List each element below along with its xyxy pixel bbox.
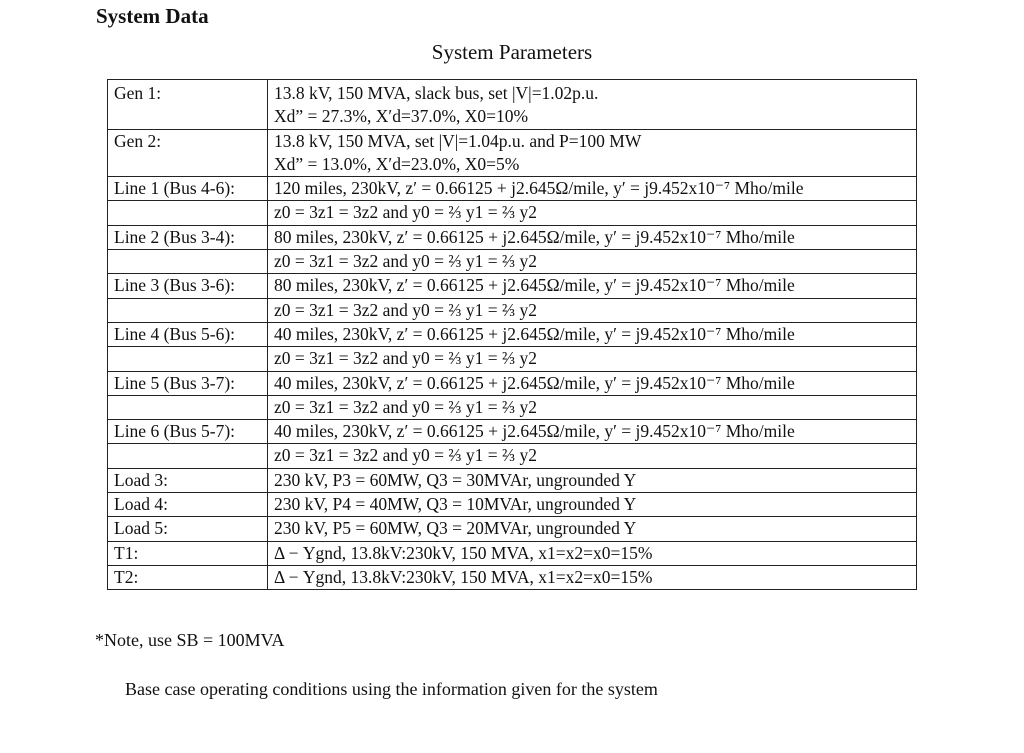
table-row bbox=[108, 468, 917, 492]
row-label bbox=[108, 347, 268, 371]
row-label bbox=[108, 444, 268, 468]
table-row bbox=[108, 250, 917, 274]
section-title: System Data bbox=[96, 4, 209, 28]
table-row bbox=[108, 225, 917, 249]
row-label bbox=[108, 201, 268, 225]
table-row bbox=[108, 347, 917, 371]
table-row bbox=[108, 541, 917, 565]
row-label: T2: bbox=[108, 565, 268, 589]
row-value-line: 40 miles, 230kV, z′ = 0.66125 + j2.645Ω/mile, y′ = j9.452x10⁻⁷ Mho/mile bbox=[274, 421, 795, 442]
row-value-line: 230 kV, P3 = 60MW, Q3 = 30MVAr, ungrounded Y bbox=[274, 469, 637, 490]
note-text: *Note, use SB = 100MVA bbox=[95, 630, 285, 650]
row-value-line: 230 kV, P5 = 60MW, Q3 = 20MVAr, ungrounded Y bbox=[274, 518, 637, 539]
row-value bbox=[268, 541, 917, 565]
table-row bbox=[108, 517, 917, 541]
row-value bbox=[268, 444, 917, 468]
row-value-line: 120 miles, 230kV, z′ = 0.66125 + j2.645Ω/mile, y′ = j9.452x10⁻⁷ Mho/mile bbox=[274, 178, 804, 199]
row-label: Line 5 (Bus 3-7): bbox=[108, 371, 268, 395]
row-label bbox=[108, 395, 268, 419]
table-body bbox=[108, 80, 917, 590]
table-row bbox=[108, 371, 917, 395]
row-value bbox=[268, 250, 917, 274]
row-label: Load 4: bbox=[108, 493, 268, 517]
row-value bbox=[268, 420, 917, 444]
table-row bbox=[108, 322, 917, 346]
row-value bbox=[268, 298, 917, 322]
row-label: Load 5: bbox=[108, 517, 268, 541]
row-value-line: 40 miles, 230kV, z′ = 0.66125 + j2.645Ω/mile, y′ = j9.452x10⁻⁷ Mho/mile bbox=[274, 323, 795, 344]
row-label: T1: bbox=[108, 541, 268, 565]
table-row bbox=[108, 129, 917, 177]
row-label: Line 6 (Bus 5-7): bbox=[108, 420, 268, 444]
table-row bbox=[108, 274, 917, 298]
row-value bbox=[268, 274, 917, 298]
row-value bbox=[268, 565, 917, 589]
row-value-line: z0 = 3z1 = 3z2 and y0 = ⅔ y1 = ⅔ y2 bbox=[274, 445, 538, 466]
row-value bbox=[268, 468, 917, 492]
row-value-line: Δ − Ygnd, 13.8kV:230kV, 150 MVA, x1=x2=x0=15% bbox=[274, 542, 653, 563]
footer-text: Base case operating conditions using the information given for the system bbox=[125, 679, 658, 699]
row-label: Gen 1: bbox=[108, 80, 268, 130]
row-label: Line 3 (Bus 3-6): bbox=[108, 274, 268, 298]
row-value-line: Δ − Ygnd, 13.8kV:230kV, 150 MVA, x1=x2=x0=15% bbox=[274, 566, 653, 587]
row-value-line: 13.8 kV, 150 MVA, set |V|=1.04p.u. and P=100 MW bbox=[274, 130, 642, 151]
row-value bbox=[268, 517, 917, 541]
row-label: Line 2 (Bus 3-4): bbox=[108, 225, 268, 249]
row-value bbox=[268, 201, 917, 225]
row-value-line: Xd” = 13.0%, X′d=23.0%, X0=5% bbox=[274, 153, 520, 174]
row-value bbox=[268, 225, 917, 249]
row-value-line: z0 = 3z1 = 3z2 and y0 = ⅔ y1 = ⅔ y2 bbox=[274, 202, 538, 223]
table-row bbox=[108, 201, 917, 225]
table-caption: System Parameters bbox=[431, 40, 593, 64]
row-value bbox=[268, 493, 917, 517]
row-label: Line 4 (Bus 5-6): bbox=[108, 322, 268, 346]
row-value bbox=[268, 129, 917, 177]
row-value bbox=[268, 80, 917, 130]
row-value-line: z0 = 3z1 = 3z2 and y0 = ⅔ y1 = ⅔ y2 bbox=[274, 299, 538, 320]
row-label bbox=[108, 298, 268, 322]
table-row bbox=[108, 565, 917, 589]
row-value-line: z0 = 3z1 = 3z2 and y0 = ⅔ y1 = ⅔ y2 bbox=[274, 396, 538, 417]
row-label bbox=[108, 250, 268, 274]
row-value bbox=[268, 177, 917, 201]
row-value-line: 40 miles, 230kV, z′ = 0.66125 + j2.645Ω/mile, y′ = j9.452x10⁻⁷ Mho/mile bbox=[274, 372, 795, 393]
table-row bbox=[108, 444, 917, 468]
row-value-line: 80 miles, 230kV, z′ = 0.66125 + j2.645Ω/mile, y′ = j9.452x10⁻⁷ Mho/mile bbox=[274, 226, 795, 247]
row-value bbox=[268, 395, 917, 419]
system-parameters-table bbox=[107, 79, 917, 590]
table-row bbox=[108, 493, 917, 517]
row-value bbox=[268, 371, 917, 395]
table-row bbox=[108, 80, 917, 130]
row-value-line: z0 = 3z1 = 3z2 and y0 = ⅔ y1 = ⅔ y2 bbox=[274, 251, 538, 272]
table-row bbox=[108, 177, 917, 201]
table-row bbox=[108, 298, 917, 322]
table-row bbox=[108, 395, 917, 419]
row-value-line: 13.8 kV, 150 MVA, slack bus, set |V|=1.02p.u. bbox=[274, 83, 599, 103]
table-row bbox=[108, 420, 917, 444]
row-label: Line 1 (Bus 4-6): bbox=[108, 177, 268, 201]
row-value bbox=[268, 322, 917, 346]
row-value-line: Xd” = 27.3%, X′d=37.0%, X0=10% bbox=[274, 106, 529, 127]
row-value-line: z0 = 3z1 = 3z2 and y0 = ⅔ y1 = ⅔ y2 bbox=[274, 348, 538, 369]
row-value bbox=[268, 347, 917, 371]
row-value-line: 80 miles, 230kV, z′ = 0.66125 + j2.645Ω/mile, y′ = j9.452x10⁻⁷ Mho/mile bbox=[274, 275, 795, 296]
row-label: Load 3: bbox=[108, 468, 268, 492]
row-label: Gen 2: bbox=[108, 129, 268, 177]
row-value-line: 230 kV, P4 = 40MW, Q3 = 10MVAr, ungrounded Y bbox=[274, 494, 637, 515]
